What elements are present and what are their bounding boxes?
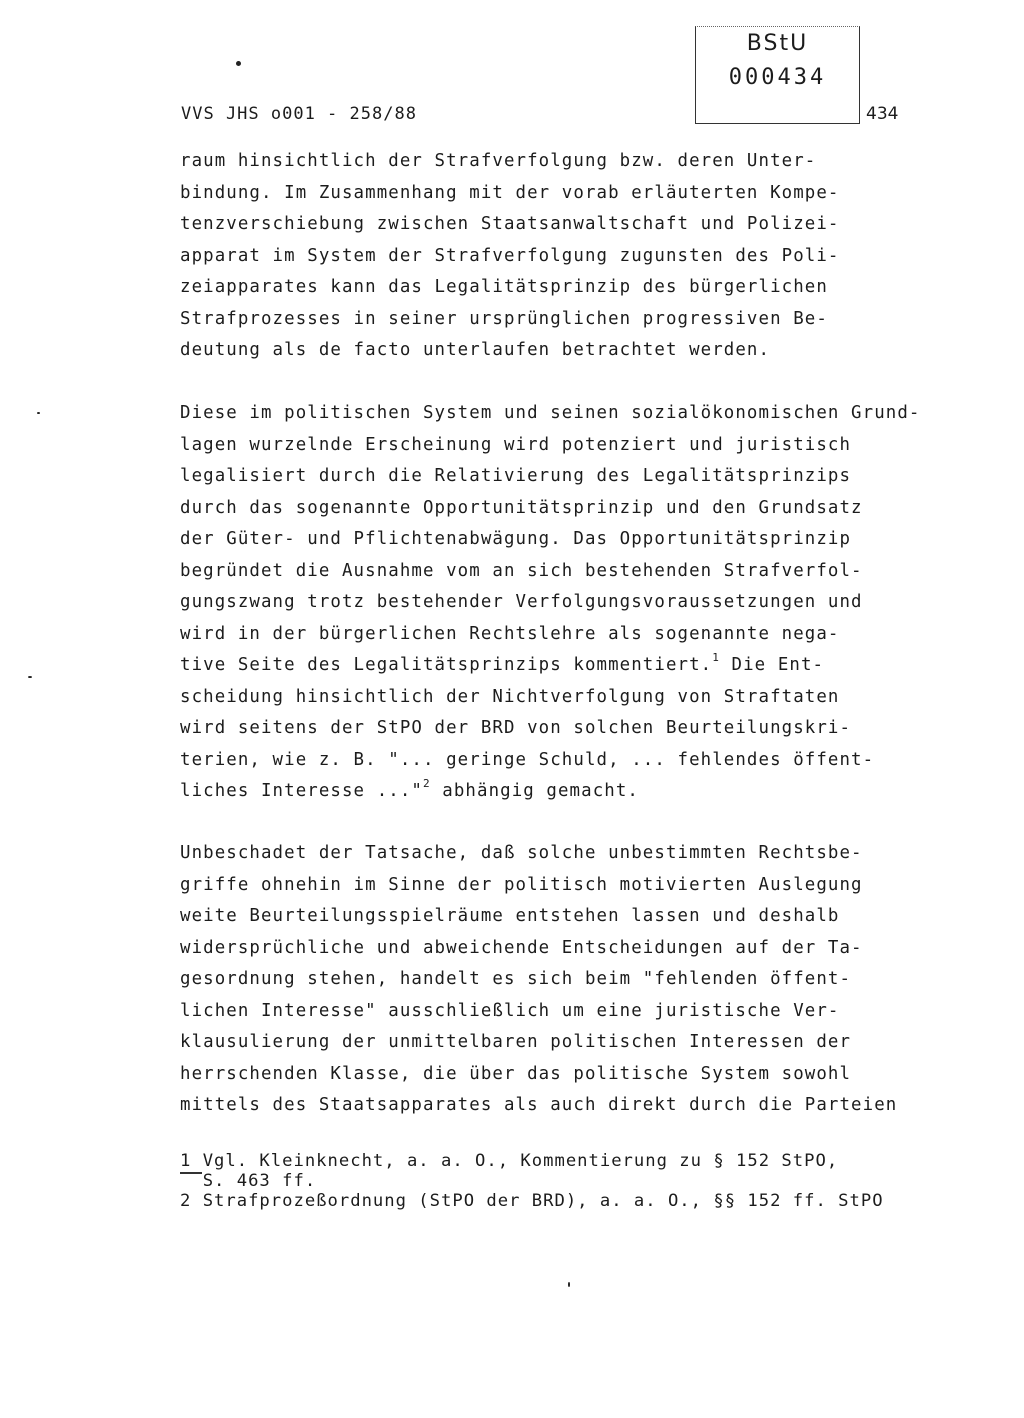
footnotes (180, 1151, 980, 1211)
stamp-number: 000434 (728, 65, 827, 90)
text-line: weite Beurteilungsspielräume entstehen lassen und deshalb (180, 906, 840, 926)
text-line: herrschenden Klasse, die über das politische System sowohl (180, 1063, 852, 1084)
text-line (180, 650, 980, 682)
scan-speck (236, 61, 241, 66)
text-line: der Güter- und Pflichtenabwägung. Das Opportunitätsprinzip (180, 529, 852, 549)
text-line: raum hinsichtlich der Strafverfolgung bzw. deren Unter- (180, 151, 817, 171)
text-line: gesordnung stehen, handelt es sich beim "fehlenden öffent- (180, 969, 852, 989)
page-number: 434 (866, 104, 899, 124)
footnote-mark: 2 (422, 777, 431, 790)
text-segment: abhängig gemacht. (430, 781, 639, 801)
text-line (180, 776, 980, 808)
text-line: tenzverschiebung zwischen Staatsanwaltschaft und Polizei- (180, 214, 840, 234)
archive-stamp (695, 26, 860, 124)
text-line: klausulierung der unmittelbaren politischen Interessen der (180, 1032, 852, 1052)
text-line: gungszwang trotz bestehender Verfolgungsvoraussetzungen und (180, 592, 863, 612)
text-line: apparat im System der Strafverfolgung zugunsten des Poli- (180, 245, 840, 266)
text-segment: tive Seite des Legalitätsprinzips kommentiert. (180, 655, 713, 675)
document-reference: VVS JHS o001 - 258/88 (181, 104, 417, 124)
stamp-archive-label: BStU (746, 31, 809, 56)
paragraph-2 (180, 398, 980, 808)
text-line: widersprüchliche und abweichende Entscheidungen auf der Ta- (180, 937, 863, 958)
text-line: deutung als de facto unterlaufen betrachtet werden. (180, 340, 771, 360)
text-line: bindung. Im Zusammenhang mit der vorab erläuterten Kompe- (180, 182, 840, 203)
footnote-mark: 1 (712, 651, 720, 664)
text-line: begründet die Ausnahme vom an sich bestehenden Strafverfol- (180, 560, 863, 581)
text-line: zeiapparates kann das Legalitätsprinzip des bürgerlichen (180, 277, 828, 297)
text-line: wird in der bürgerlichen Rechtslehre als sogenannte nega- (180, 623, 840, 644)
text-line: legalisiert durch die Relativierung des Legalitätsprinzips (180, 466, 852, 486)
paragraph-1 (180, 146, 980, 367)
footnote-line: 1 Vgl. Kleinknecht, a. a. O., Kommentierung zu § 152 StPO, (180, 1151, 839, 1171)
scan-speck (28, 676, 32, 678)
text-line: durch das sogenannte Opportunitätsprinzip und den Grundsatz (180, 497, 863, 518)
text-line: Unbeschadet der Tatsache, daß solche unbestimmten Rechtsbe- (180, 843, 863, 863)
text-line: terien, wie z. B. "... geringe Schuld, ... fehlendes öffent- (180, 749, 875, 770)
text-line: Diese im politischen System und seinen sozialökonomischen Grund- (180, 403, 921, 423)
text-line: lagen wurzelnde Erscheinung wird potenziert und juristisch (180, 434, 852, 455)
text-line: lichen Interesse" ausschließlich um eine juristische Ver- (180, 1000, 840, 1021)
text-segment: Die Ent- (719, 655, 825, 675)
text-line: griffe ohnehin im Sinne der politisch motivierten Auslegung (180, 874, 863, 895)
text-line: mittels des Staatsapparates als auch direkt durch die Parteien (180, 1095, 898, 1115)
scan-speck (568, 1282, 570, 1287)
footnote-line: 2 Strafprozeßordnung (StPO der BRD), a. a. O., §§ 152 ff. StPO (180, 1191, 884, 1211)
text-line: wird seitens der StPO der BRD von solchen Beurteilungskri- (180, 718, 852, 738)
text-line: Strafprozesses in seiner ursprünglichen progressiven Be- (180, 308, 828, 329)
text-line: scheidung hinsichtlich der Nichtverfolgung von Straftaten (180, 686, 840, 707)
scan-speck (37, 412, 40, 414)
paragraph-3 (180, 838, 980, 1122)
footnote-line: S. 463 ff. (180, 1171, 317, 1191)
text-segment: liches Interesse ..." (180, 781, 423, 801)
